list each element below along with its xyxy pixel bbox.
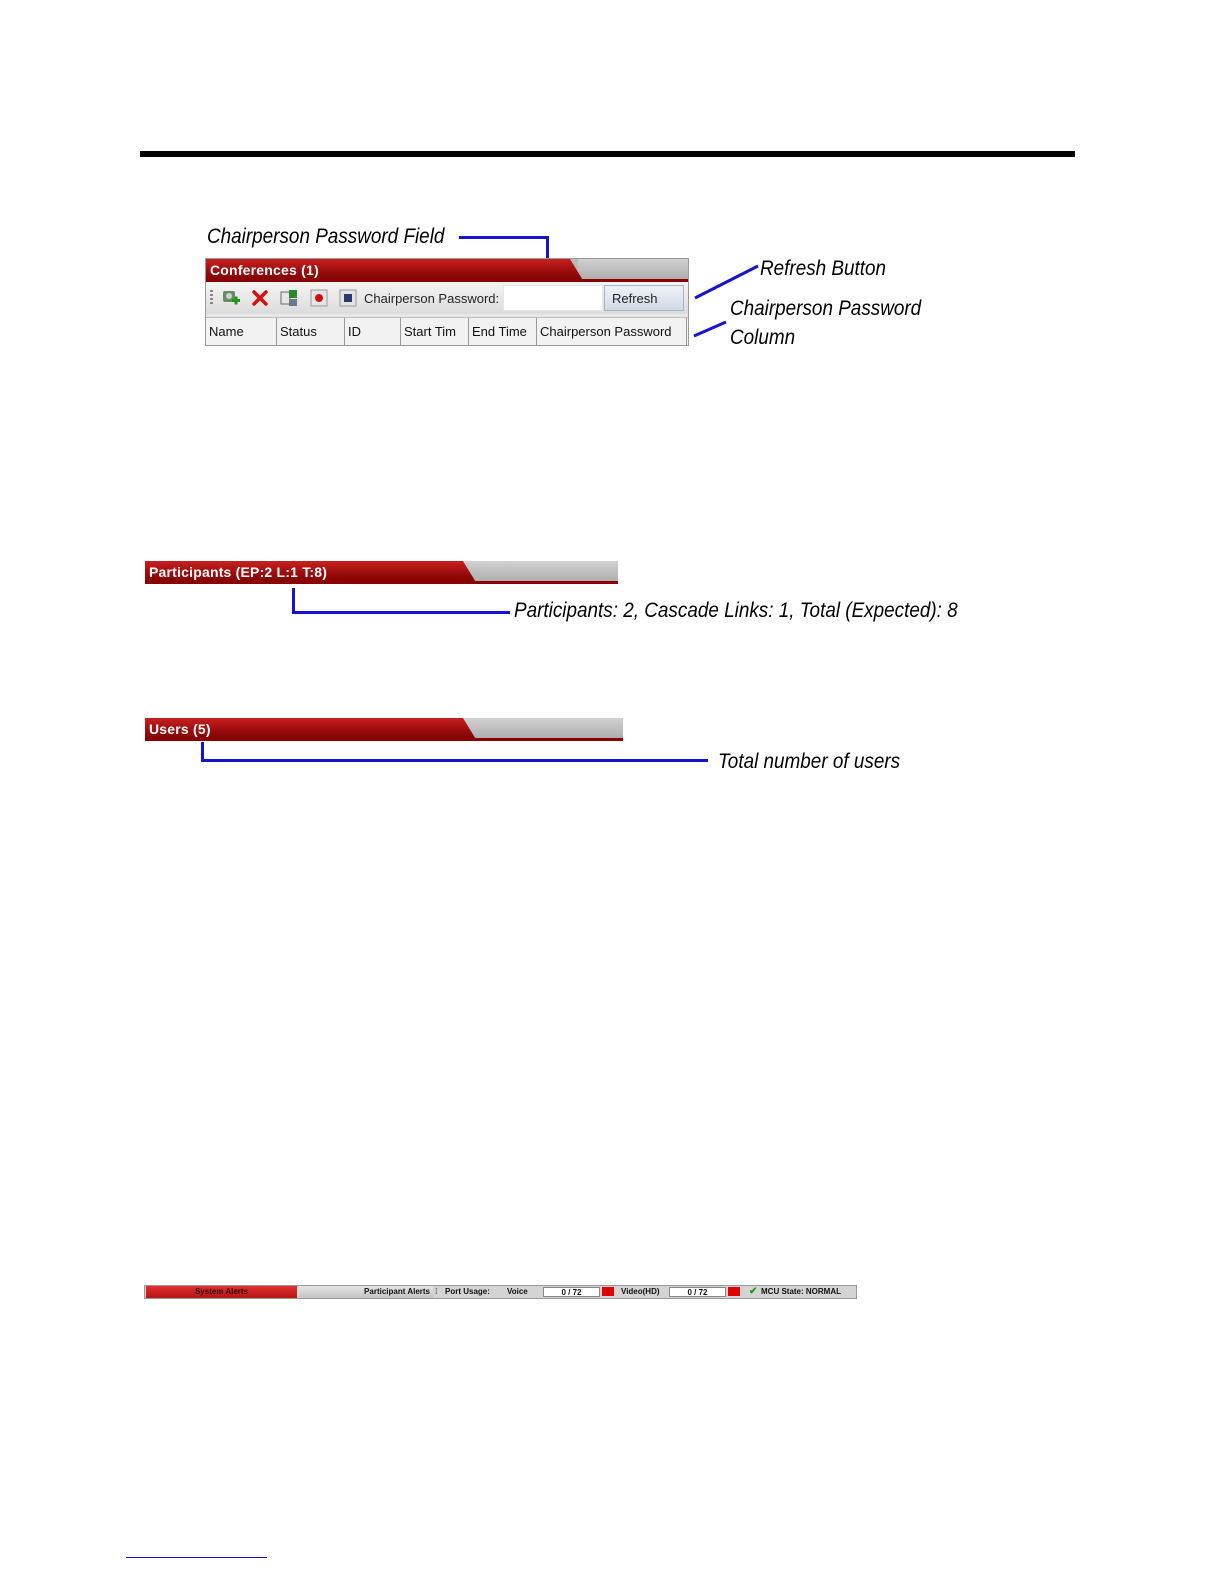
delete-conference-icon[interactable]	[250, 288, 270, 308]
conferences-tab-bar	[206, 259, 688, 282]
stop-icon[interactable]	[338, 288, 358, 308]
voice-port-value: 0 / 72	[543, 1287, 600, 1297]
callout-line	[292, 611, 510, 614]
conferences-tab-title: Conferences (1)	[210, 262, 319, 278]
participant-alerts-button[interactable]: Participant Alerts	[299, 1286, 433, 1298]
top-rule	[140, 151, 1075, 157]
record-icon[interactable]	[309, 288, 329, 308]
users-tab-bar	[145, 718, 623, 741]
video-port-value: 0 / 72	[669, 1287, 726, 1297]
participants-tab-title: Participants (EP:2 L:1 T:8)	[149, 564, 328, 580]
participants-tab-bar	[145, 561, 618, 584]
callout-line	[201, 759, 708, 762]
video-status-indicator	[728, 1287, 740, 1296]
chairperson-password-input[interactable]	[503, 285, 603, 311]
new-conference-icon[interactable]	[221, 288, 241, 308]
callout-chairperson-password-column: Chairperson Password	[730, 297, 922, 320]
toolbar-grip[interactable]	[210, 290, 213, 306]
port-usage-label: Port Usage:	[445, 1287, 490, 1296]
refresh-button[interactable]: Refresh	[604, 285, 684, 311]
conferences-panel	[205, 258, 689, 346]
status-separator-grip: ⁞	[435, 1287, 438, 1296]
column-status[interactable]: Status	[277, 318, 345, 346]
status-bar	[144, 1285, 857, 1299]
conferences-toolbar	[206, 282, 688, 314]
check-icon: ✔	[749, 1286, 758, 1297]
callout-line	[459, 236, 549, 239]
callout-chairperson-password-field: Chairperson Password Field	[207, 225, 445, 248]
column-start-time[interactable]: Start Tim	[401, 318, 469, 346]
conferences-column-header	[206, 317, 688, 346]
chairperson-password-label: Chairperson Password:	[364, 291, 500, 306]
users-tab-title: Users (5)	[149, 721, 211, 737]
system-alerts-button[interactable]: System Alerts	[146, 1286, 297, 1298]
column-name[interactable]: Name	[206, 318, 277, 346]
column-chairperson-password[interactable]: Chairperson Password	[537, 318, 687, 346]
video-hd-label: Video(HD)	[621, 1287, 660, 1296]
column-id[interactable]: ID	[345, 318, 401, 346]
callout-participants-legend: Participants: 2, Cascade Links: 1, Total (Expected): 8	[514, 599, 958, 622]
callout-chairperson-password-column-2: Column	[730, 326, 796, 349]
voice-label: Voice	[507, 1287, 528, 1296]
voice-status-indicator	[602, 1287, 614, 1296]
callout-refresh-button: Refresh Button	[760, 257, 887, 280]
callout-users-legend: Total number of users	[718, 750, 901, 773]
conference-properties-icon[interactable]	[279, 288, 299, 308]
column-end-time[interactable]: End Time	[469, 318, 537, 346]
mcu-state: MCU State: NORMAL	[761, 1287, 841, 1296]
footer-link-underline	[126, 1557, 267, 1558]
